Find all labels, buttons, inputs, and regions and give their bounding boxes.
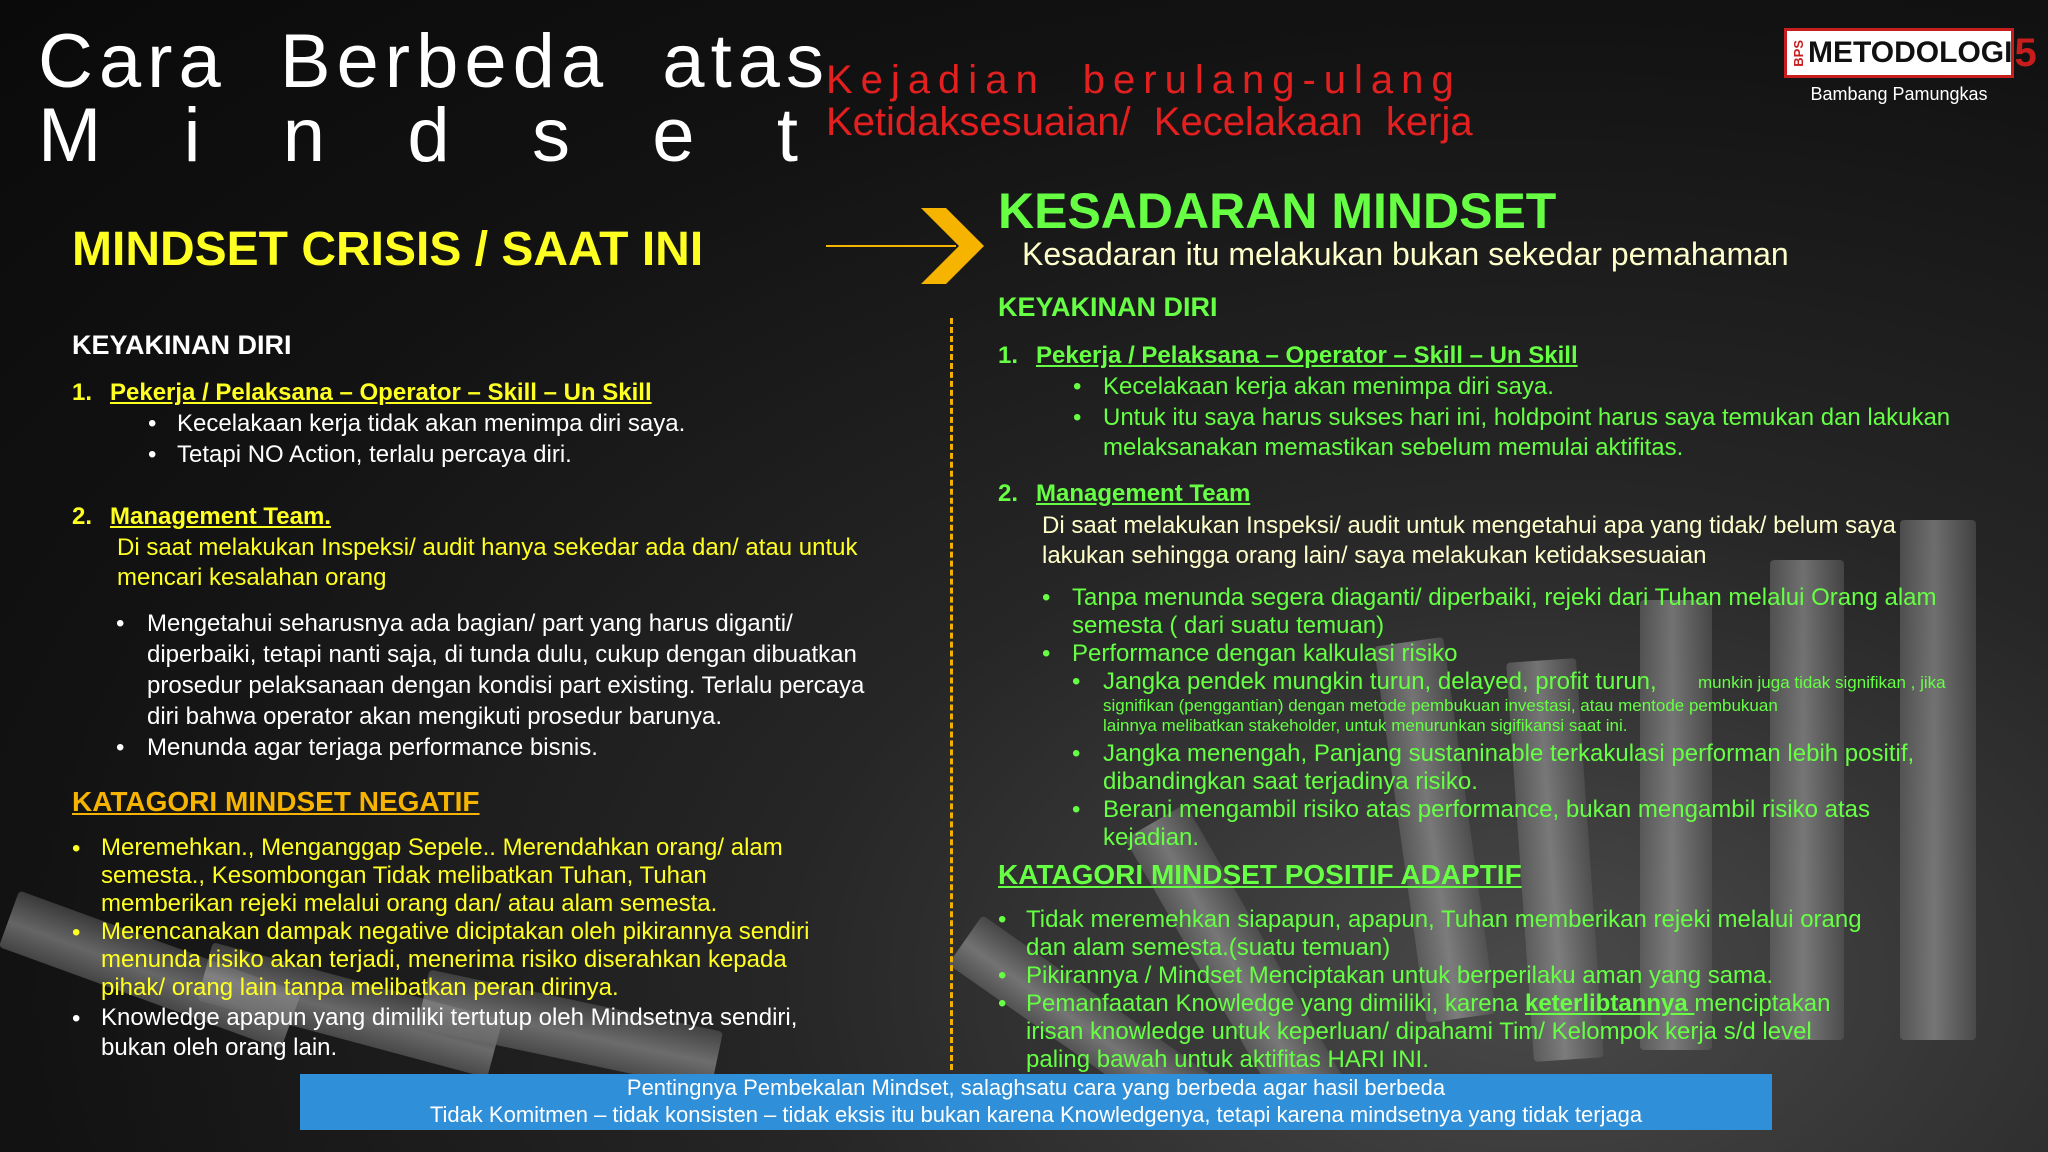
subtitle-red-line1: Kejadian berulang-ulang	[826, 58, 1462, 102]
bullet-icon: •	[1072, 796, 1081, 823]
left-kategori-b3: Knowledge apapun yang dimiliki tertutup oleh Mindsetnya sendiri,	[101, 1004, 798, 1031]
bullet-icon: •	[1073, 373, 1082, 400]
left-item1-bullet: Tetapi NO Action, terlalu percaya diri.	[177, 441, 572, 468]
right-kategori-b3-emphasis: keterlibtannya	[1524, 990, 1695, 1017]
right-keyakinan: KEYAKINAN DIRI	[998, 292, 1218, 322]
right-kategori-b3	[1026, 990, 1830, 1018]
right-kategori: KATAGORI MINDSET POSITIF ADAPTIF	[998, 859, 1522, 890]
left-heading: MINDSET CRISIS / SAAT INI	[72, 223, 704, 276]
title-letter: n	[282, 93, 326, 178]
right-item2-sub3: kejadian.	[1103, 824, 1200, 851]
right-item2-desc: Di saat melakukan Inspeksi/ audit untuk mengetahui apa yang tidak/ belum saya	[1042, 512, 1896, 539]
left-kategori-b1: Meremehkan., Menganggap Sepele.. Merendahkan orang/ alam	[101, 834, 783, 861]
right-kategori-b1: dan alam semesta.(suatu temuan)	[1026, 934, 1391, 961]
left-item1-bullet: Kecelakaan kerja tidak akan menimpa diri saya.	[177, 410, 686, 437]
right-item2-num: 2.	[998, 480, 1019, 507]
left-kategori: KATAGORI MINDSET NEGATIF	[72, 786, 480, 817]
page-title-line2	[38, 92, 798, 179]
left-kategori-b1: memberikan rejeki melalui orang dan/ atau alam semesta.	[101, 890, 718, 917]
bullet-icon: •	[116, 734, 125, 761]
page-title-line1: Cara Berbeda atas	[38, 19, 830, 104]
divider-line	[950, 318, 953, 1070]
right-item2-sub2: Jangka menengah, Panjang sustaninable terkakulasi performan lebih positif,	[1103, 740, 1915, 767]
chevron-right-icon	[826, 206, 986, 286]
bullet-icon: •	[148, 441, 157, 468]
right-item1-num: 1.	[998, 342, 1019, 369]
bullet-icon: •	[998, 906, 1007, 933]
left-item1-title: Pekerja / Pelaksana – Operator – Skill – Un Skill	[110, 379, 652, 406]
logo-number: 5	[2014, 30, 2037, 75]
subtitle-red-line2: Ketidaksesuaian/ Kecelakaan kerja	[826, 100, 1473, 144]
title-letter: M	[38, 93, 102, 178]
left-item2-num: 2.	[72, 503, 93, 530]
bullet-icon: •	[72, 1005, 81, 1032]
right-kategori-b2: Pikirannya / Mindset Menciptakan untuk berperilaku aman yang sama.	[1026, 962, 1774, 989]
logo-bps: BPS	[1791, 39, 1806, 67]
right-item2-sub3: Berani mengambil risiko atas performance, bukan mengambil risiko atas	[1103, 796, 1871, 823]
title-letter: s	[531, 93, 570, 178]
right-item2-sub1: Jangka pendek mungkin turun, delayed, profit turun,	[1103, 668, 1657, 695]
right-kategori-b1: Tidak meremehkan siapapun, apapun, Tuhan memberikan rejeki melalui orang	[1026, 906, 1862, 933]
right-item2-b1: semesta ( dari suatu temuan)	[1072, 612, 1385, 639]
bullet-icon: •	[1073, 404, 1082, 431]
bullet-icon: •	[72, 919, 81, 946]
bullet-icon: •	[148, 410, 157, 437]
left-kategori-b3: bukan oleh orang lain.	[101, 1034, 338, 1061]
logo	[1784, 28, 2037, 78]
bullet-icon: •	[72, 835, 81, 862]
left-kategori-b2: Merencanakan dampak negative diciptakan oleh pikirannya sendiri	[101, 918, 810, 945]
bullet-icon: •	[1042, 640, 1051, 667]
left-item2-title: Management Team.	[110, 503, 331, 530]
right-item1-b1: Kecelakaan kerja akan menimpa diri saya.	[1103, 373, 1554, 400]
right-kategori-b3-rest: irisan knowledge untuk keperluan/ dipahami Tim/ Kelompok kerja s/d level	[1026, 1018, 1812, 1045]
right-item2-desc: lakukan sehingga orang lain/ saya melakukan ketidaksesuaian	[1042, 542, 1707, 569]
left-item2-bullet1: diri bahwa operator akan mengikuti prosedur barunya.	[147, 703, 723, 730]
right-item2-sub1-small: signifikan (penggantian) dengan metode pembukuan investasi, atau mentode pembukuan	[1103, 696, 1778, 715]
bullet-icon: •	[116, 610, 125, 637]
bottom-banner	[300, 1074, 1772, 1130]
right-item1-b2: Untuk itu saya harus sukses hari ini, holdpoint harus saya temukan dan lakukan	[1103, 404, 1951, 431]
bullet-icon: •	[1042, 584, 1051, 611]
title-letter: t	[776, 93, 798, 178]
banner-line2: Tidak Komitmen – tidak konsisten – tidak eksis itu bukan karena Knowledgenya, tetapi karena mindsetnya yang tidak terjaga	[429, 1102, 1643, 1127]
right-item2-b2: Performance dengan kalkulasi risiko	[1072, 640, 1458, 667]
right-subheading: Kesadaran itu melakukan bukan sekedar pemahaman	[1022, 236, 1789, 272]
title-letter: e	[652, 93, 695, 178]
bullet-icon: •	[1072, 668, 1081, 695]
title-letter: i	[183, 93, 201, 178]
left-kategori-b2: pihak/ orang lain tanpa melibatkan peran dirinya.	[101, 974, 619, 1001]
bullet-icon: •	[998, 962, 1007, 989]
bullet-icon: •	[1072, 740, 1081, 767]
left-kategori-b2: menunda risiko akan terjadi, menerima risiko diserahkan kepada	[101, 946, 787, 973]
left-item2-bullet1: diperbaiki, tetapi nanti saja, di tunda dulu, cukup dengan dibuatkan	[147, 641, 857, 668]
left-item2-bullet2: Menunda agar terjaga performance bisnis.	[147, 734, 598, 761]
right-heading: KESADARAN MINDSET	[998, 183, 1557, 239]
left-item1-num: 1.	[72, 379, 93, 406]
left-item2-desc: Di saat melakukan Inspeksi/ audit hanya sekedar ada dan/ atau untuk	[117, 534, 858, 561]
left-item2-bullet1: Mengetahui seharusnya ada bagian/ part yang harus diganti/	[147, 610, 793, 637]
right-item2-title: Management Team	[1036, 480, 1251, 507]
left-item2-bullet1: prosedur pelaksanaan dengan kondisi part existing. Terlalu percaya	[147, 672, 865, 699]
title-letter: d	[407, 93, 450, 178]
right-item2-b1: Tanpa menunda segera diaganti/ diperbaiki, rejeki dari Tuhan melalui Orang alam	[1072, 584, 1937, 611]
right-item2-sub1-small: munkin juga tidak signifikan , jika	[1698, 673, 1946, 692]
right-item2-sub1-small: lainnya melibatkan stakeholder, untuk menurunkan sigifikansi saat ini.	[1103, 716, 1628, 735]
logo-text: METODOLOGI	[1808, 36, 2013, 69]
logo-author: Bambang Pamungkas	[1810, 84, 1988, 104]
bullet-icon: •	[998, 990, 1007, 1017]
banner-line1: Pentingnya Pembekalan Mindset, salaghsatu cara yang berbeda agar hasil berbeda	[626, 1075, 1446, 1100]
right-item1-title: Pekerja / Pelaksana – Operator – Skill – Un Skill	[1036, 342, 1578, 369]
right-kategori-b3-post: menciptakan	[1694, 990, 1831, 1017]
right-kategori-b3-rest: paling bawah untuk aktifitas HARI INI.	[1026, 1046, 1429, 1073]
left-kategori-b1: semesta., Kesombongan Tidak melibatkan Tuhan, Tuhan	[101, 862, 707, 889]
left-keyakinan: KEYAKINAN DIRI	[72, 330, 292, 360]
right-item1-b2: melaksanakan memastikan sebelum memulai aktifitas.	[1103, 434, 1684, 461]
left-item2-desc: mencari kesalahan orang	[117, 564, 387, 591]
right-kategori-b3-pre: Pemanfaatan Knowledge yang dimiliki, karena	[1026, 990, 1525, 1017]
right-item2-sub2: dibandingkan saat terjadinya risiko.	[1103, 768, 1478, 795]
